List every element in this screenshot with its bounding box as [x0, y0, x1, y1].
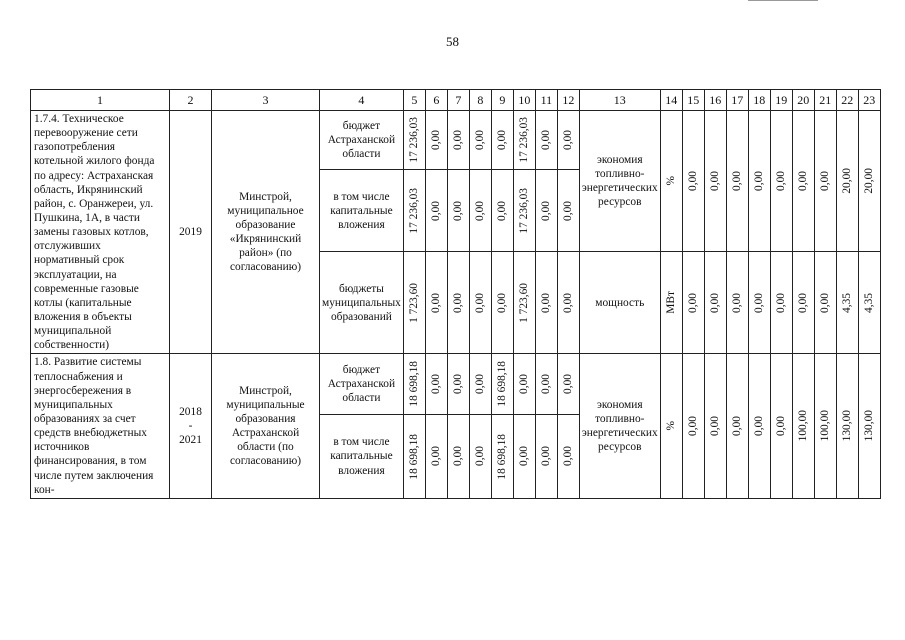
- col-header: 15: [682, 90, 704, 111]
- value-text: 0,00: [518, 446, 531, 467]
- value-cell: [557, 354, 579, 415]
- indicator-value: 130,00: [863, 410, 876, 442]
- indicator-value: 4,35: [841, 292, 854, 313]
- col-header: 19: [770, 90, 792, 111]
- indicator-value-cell: [792, 111, 814, 252]
- indicator-value-cell: [836, 111, 858, 252]
- indicator-value-cell: [704, 354, 726, 498]
- indicator-value: 0,00: [731, 171, 744, 192]
- value-text: 18 698,18: [496, 361, 509, 408]
- indicator-value: 0,00: [731, 292, 744, 313]
- value-cell: [425, 111, 447, 170]
- value-cell: [447, 252, 469, 354]
- value-text: 0,00: [562, 374, 575, 395]
- indicator-value: 0,00: [819, 171, 832, 192]
- indicator-value: 0,00: [775, 416, 788, 437]
- col-header: 9: [491, 90, 513, 111]
- executor-cell: Минстрой, муниципальное образование «Икрянинский район» (по согласованию): [212, 111, 320, 354]
- page-number: 58: [446, 34, 459, 49]
- col-header: 21: [814, 90, 836, 111]
- indicator-value: 0,00: [797, 292, 810, 313]
- col-header: 12: [557, 90, 579, 111]
- indicator-value-cell: [726, 354, 748, 498]
- value-cell: [557, 111, 579, 170]
- executor-cell: Минстрой, муниципальные образования Астраханской области (по согласованию): [212, 354, 320, 498]
- value-text: 0,00: [452, 130, 465, 151]
- value-cell: [557, 170, 579, 252]
- indicator-name-cell: экономия топливно-энергетических ресурсов: [579, 354, 660, 498]
- indicator-value: 0,00: [709, 171, 722, 192]
- col-header: 17: [726, 90, 748, 111]
- indicator-value-cell: [770, 252, 792, 354]
- value-cell: [557, 252, 579, 354]
- top-rule: [748, 0, 818, 1]
- value-text: 17 236,03: [518, 187, 531, 234]
- value-text: 0,00: [496, 200, 509, 221]
- col-header: 20: [792, 90, 814, 111]
- year-cell: [170, 354, 212, 498]
- indicator-value: 4,35: [863, 292, 876, 313]
- indicator-value-cell: [682, 111, 704, 252]
- value-text: 0,00: [430, 374, 443, 395]
- value-cell: [513, 170, 535, 252]
- unit-text: %: [665, 421, 678, 431]
- value-text: 18 698,18: [496, 433, 509, 480]
- indicator-value-cell: [858, 252, 880, 354]
- value-text: 0,00: [518, 374, 531, 395]
- col-header: 16: [704, 90, 726, 111]
- value-text: 0,00: [430, 292, 443, 313]
- col-header: 1: [31, 90, 170, 111]
- indicator-value: 0,00: [775, 292, 788, 313]
- indicator-value: 0,00: [709, 292, 722, 313]
- indicator-value-cell: [792, 354, 814, 498]
- indicator-value-cell: [814, 354, 836, 498]
- col-header: 7: [447, 90, 469, 111]
- col-header: 4: [320, 90, 404, 111]
- indicator-value: 0,00: [819, 292, 832, 313]
- value-cell: [403, 415, 425, 499]
- indicator-value-cell: [748, 111, 770, 252]
- funding-source-cell: в том числе капитальные вложения: [320, 170, 404, 252]
- indicator-value-cell: [682, 252, 704, 354]
- indicator-name-cell: мощность: [579, 252, 660, 354]
- value-text: 0,00: [540, 374, 553, 395]
- indicator-value-cell: [748, 252, 770, 354]
- indicator-value-cell: [748, 354, 770, 498]
- value-cell: [447, 354, 469, 415]
- value-cell: [425, 415, 447, 499]
- value-text: 0,00: [474, 374, 487, 395]
- unit-text: МВт: [665, 291, 678, 315]
- indicator-value: 0,00: [687, 171, 700, 192]
- table-row: [31, 354, 881, 415]
- value-cell: [535, 354, 557, 415]
- value-cell: [491, 252, 513, 354]
- indicator-name-cell: экономия топливно-энергетических ресурсов: [579, 111, 660, 252]
- indicator-value: 0,00: [753, 292, 766, 313]
- col-header: 3: [212, 90, 320, 111]
- value-text: 0,00: [496, 292, 509, 313]
- value-text: 18 698,18: [408, 361, 421, 408]
- unit-cell: [660, 252, 682, 354]
- year-start: 2018: [179, 405, 202, 418]
- col-header: 2: [170, 90, 212, 111]
- value-text: 0,00: [540, 130, 553, 151]
- col-header: 10: [513, 90, 535, 111]
- indicator-value: 0,00: [797, 171, 810, 192]
- value-cell: [469, 170, 491, 252]
- value-cell: [535, 252, 557, 354]
- unit-cell: [660, 354, 682, 498]
- table-row: [31, 111, 881, 170]
- value-text: 0,00: [562, 292, 575, 313]
- value-cell: [469, 111, 491, 170]
- funding-source-cell: бюджет Астраханской области: [320, 354, 404, 415]
- indicator-value: 0,00: [687, 292, 700, 313]
- value-text: 0,00: [562, 446, 575, 467]
- value-cell: [535, 170, 557, 252]
- unit-text: %: [665, 176, 678, 186]
- value-cell: [491, 111, 513, 170]
- value-cell: [513, 252, 535, 354]
- value-text: 18 698,18: [408, 433, 421, 480]
- header-row: [31, 90, 881, 111]
- value-text: 17 236,03: [408, 117, 421, 163]
- value-text: 0,00: [474, 292, 487, 313]
- value-cell: [557, 415, 579, 499]
- indicator-value: 0,00: [753, 416, 766, 437]
- activity-cell: 1.7.4. Техническое перевооружение сети газопотребления котельной жилого фонда по адресу: Астраханская область, Икрянинский район, с. Оранжереи, ул. Пушкина, 1А, в части замены газовых котлов, отслуживших нормативный срок эксплуатации, на современные газовые котлы (капитальные вложения в объекты муниципальной собственности): [31, 111, 170, 354]
- value-cell: [425, 170, 447, 252]
- indicator-value-cell: [836, 252, 858, 354]
- value-text: 0,00: [540, 200, 553, 221]
- value-text: 0,00: [430, 130, 443, 151]
- value-text: 0,00: [452, 200, 465, 221]
- col-header: 22: [836, 90, 858, 111]
- value-cell: [403, 354, 425, 415]
- col-header: 18: [748, 90, 770, 111]
- value-cell: [535, 111, 557, 170]
- indicator-value: 130,00: [841, 410, 854, 442]
- year-dash: -: [188, 420, 193, 433]
- year-end: 2021: [179, 434, 202, 447]
- value-cell: [425, 354, 447, 415]
- value-text: 1 723,60: [518, 282, 531, 323]
- value-text: 0,00: [496, 130, 509, 151]
- value-text: 0,00: [452, 374, 465, 395]
- indicator-value: 20,00: [841, 168, 854, 194]
- value-text: 17 236,03: [518, 117, 531, 163]
- indicator-value-cell: [682, 354, 704, 498]
- indicator-value-cell: [836, 354, 858, 498]
- value-text: 17 236,03: [408, 187, 421, 234]
- funding-source-cell: бюджеты муниципальных образований: [320, 252, 404, 354]
- value-text: 0,00: [430, 446, 443, 467]
- indicator-value-cell: [726, 252, 748, 354]
- value-text: 0,00: [430, 200, 443, 221]
- indicator-value-cell: [704, 111, 726, 252]
- value-cell: [513, 415, 535, 499]
- value-cell: [469, 252, 491, 354]
- value-text: 0,00: [452, 446, 465, 467]
- year-cell: 2019: [170, 111, 212, 354]
- indicator-value-cell: [792, 252, 814, 354]
- value-cell: [447, 415, 469, 499]
- value-cell: [491, 415, 513, 499]
- col-header: 13: [579, 90, 660, 111]
- value-cell: [491, 170, 513, 252]
- value-cell: [491, 354, 513, 415]
- value-cell: [469, 415, 491, 499]
- indicator-value: 20,00: [863, 168, 876, 194]
- value-cell: [535, 415, 557, 499]
- program-table: [30, 89, 881, 499]
- indicator-value: 0,00: [775, 171, 788, 192]
- value-cell: [403, 111, 425, 170]
- value-cell: [403, 252, 425, 354]
- value-cell: [403, 170, 425, 252]
- funding-source-cell: в том числе капитальные вложения: [320, 415, 404, 499]
- indicator-value-cell: [770, 354, 792, 498]
- value-cell: [447, 111, 469, 170]
- value-cell: [513, 111, 535, 170]
- indicator-value-cell: [770, 111, 792, 252]
- indicator-value-cell: [726, 111, 748, 252]
- value-text: 0,00: [540, 446, 553, 467]
- indicator-value: 0,00: [687, 416, 700, 437]
- indicator-value-cell: [814, 252, 836, 354]
- value-cell: [425, 252, 447, 354]
- value-text: 1 723,60: [408, 282, 421, 323]
- indicator-value-cell: [858, 354, 880, 498]
- indicator-value-cell: [704, 252, 726, 354]
- value-cell: [469, 354, 491, 415]
- indicator-value: 100,00: [819, 410, 832, 442]
- indicator-value: 0,00: [731, 416, 744, 437]
- unit-cell: [660, 111, 682, 252]
- value-cell: [447, 170, 469, 252]
- col-header: 6: [425, 90, 447, 111]
- col-header: 14: [660, 90, 682, 111]
- value-text: 0,00: [562, 200, 575, 221]
- value-text: 0,00: [562, 130, 575, 151]
- col-header: 11: [535, 90, 557, 111]
- value-text: 0,00: [474, 200, 487, 221]
- value-text: 0,00: [540, 292, 553, 313]
- value-cell: [513, 354, 535, 415]
- indicator-value-cell: [858, 111, 880, 252]
- indicator-value: 0,00: [753, 171, 766, 192]
- indicator-value: 0,00: [709, 416, 722, 437]
- value-text: 0,00: [474, 130, 487, 151]
- value-text: 0,00: [474, 446, 487, 467]
- col-header: 5: [403, 90, 425, 111]
- col-header: 23: [858, 90, 880, 111]
- indicator-value-cell: [814, 111, 836, 252]
- value-text: 0,00: [452, 292, 465, 313]
- col-header: 8: [469, 90, 491, 111]
- funding-source-cell: бюджет Астраханской области: [320, 111, 404, 170]
- activity-cell: 1.8. Развитие системы теплоснабжения и энергосбережения в муниципальных образованиях за счет средств внебюджетных источников финансирования, в том числе путем заключения кон-: [31, 354, 170, 498]
- indicator-value: 100,00: [797, 410, 810, 442]
